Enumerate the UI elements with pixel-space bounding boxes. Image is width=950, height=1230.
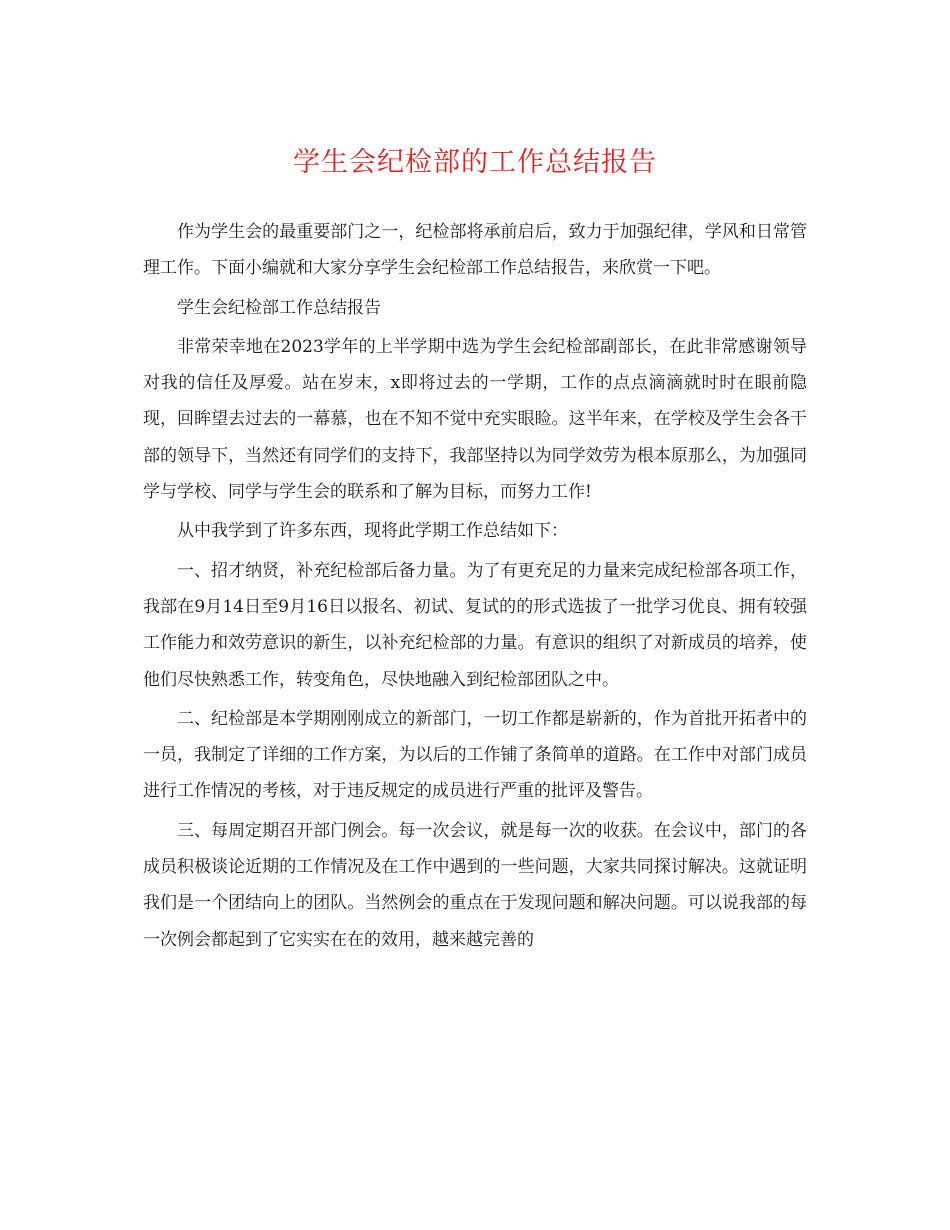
paragraph-opening: 非常荣幸地在2023学年的上半学期中选为学生会纪检部副部长，在此非常感谢领导对我的信任及厚爱。站在岁末，x即将过去的一学期，工作的点点滴滴就时时在眼前隐现，回眸望去过去的一幕慕，也在不知不觉中充实眼睑。这半年来，在学校及学生会各干部的领导下，当然还有同学们的支持下，我部坚持以为同学效劳为根本原那么，为加强同学与学校、同学与学生会的联系和了解为目标，而努力工作! xyxy=(143,336,807,503)
document-body xyxy=(143,214,807,961)
paragraph-intro: 作为学生会的最重要部门之一，纪检部将承前启后，致力于加强纪律，学风和日常管理工作。下面小编就和大家分享学生会纪检部工作总结报告，来欣赏一下吧。 xyxy=(143,222,807,279)
paragraph-item-1: 一、招才纳贤，补充纪检部后备力量。为了有更充足的力量来完成纪检部各项工作，我部在9月14日至9月16日以报名、初试、复试的的形式选拔了一批学习优良、拥有较强工作能力和效劳意识的新生，以补充纪检部的力量。有意识的组织了对新成员的培养，使他们尽快熟悉工作，转变角色，尽快地融入到纪检部团队之中。 xyxy=(143,560,807,690)
paragraph-subtitle: 学生会纪检部工作总结报告 xyxy=(177,297,381,318)
paragraph-item-2: 二、纪检部是本学期刚刚成立的新部门，一切工作都是崭新的，作为首批开拓者中的一员，我制定了详细的工作方案，为以后的工作铺了条简单的道路。在工作中对部门成员进行工作情况的考核，对于违反规定的成员进行严重的批评及警告。 xyxy=(143,708,807,802)
document-title: 学生会纪检部的工作总结报告 xyxy=(293,147,657,178)
paragraph-summary-lead: 从中我学到了许多东西，现将此学期工作总结如下： xyxy=(177,521,568,542)
paragraph-item-3: 三、每周定期召开部门例会。每一次会议，就是每一次的收获。在会议中，部门的各成员积极谈论近期的工作情况及在工作中遇到的一些问题，大家共同探讨解决。这就证明我们是一个团结向上的团队。当然例会的重点在于发现问题和解决问题。可以说我部的每一次例会都起到了它实实在在的效用，越来越完善的 xyxy=(143,820,807,950)
